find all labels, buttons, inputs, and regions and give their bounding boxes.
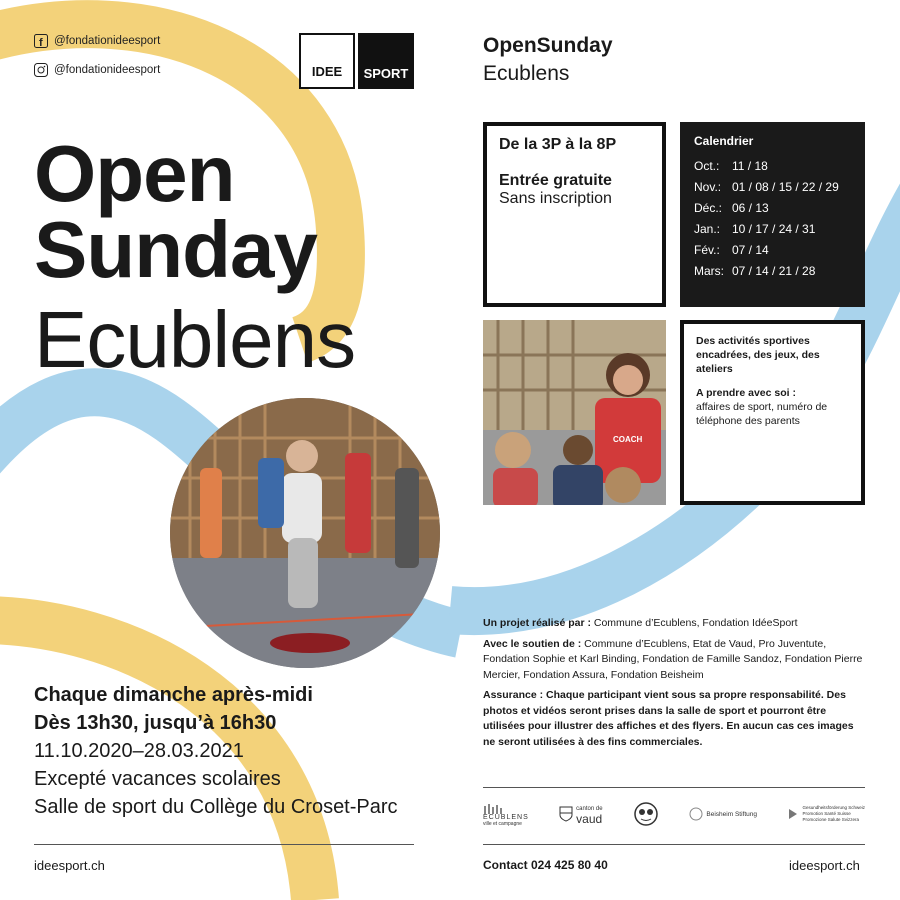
health-promotion-icon — [787, 807, 799, 821]
calendar-row — [694, 197, 851, 218]
contact-phone[interactable]: Contact 024 425 80 40 — [483, 858, 608, 872]
divider-footer-right — [483, 844, 865, 845]
calendar-heading: Calendrier — [694, 134, 754, 148]
credits-section — [483, 616, 865, 755]
schedule-dates: 11.10.2020–28.03.2021 — [34, 740, 244, 762]
title-ecublens: Ecublens — [34, 295, 356, 384]
support-text: Commune d’Ecublens, Etat de Vaud, Pro Juventute, Fondation Sophie et Karl Binding, Fondation de Famille Sandoz, Fondation Pierre Mercier, Fondation Assura, Fondation Beisheim — [483, 637, 863, 681]
instagram-icon — [34, 63, 48, 77]
support-label: Avec le soutien de : — [483, 637, 582, 650]
calendar-month: Jan.: — [694, 221, 721, 236]
insurance-text: Chaque participant vient sous sa propre responsabilité. Des photos et vidéos seront prises dans la salle de sport et pourront être utilisées pour illustrer des affiches et des flyers. En aucun cas ces images ne seront utilisées à des fins commerciales. — [483, 689, 854, 748]
ideesport-logo — [299, 33, 414, 89]
health-line-2: Promotion Santé Suisse — [802, 811, 851, 816]
vaud-name: vaud — [576, 812, 603, 826]
footer-website-right[interactable]: ideesport.ch — [789, 858, 860, 873]
calendar-row — [694, 260, 851, 281]
coach-photo — [483, 320, 666, 505]
bring-label: A prendre avec soi : — [696, 387, 796, 399]
free-entry: Entrée gratuite — [499, 172, 612, 189]
calendar-row — [694, 155, 851, 176]
pro-juventute-logo — [633, 801, 659, 827]
ecublens-emblem-icon — [483, 802, 505, 814]
schedule-hours: Dès 13h30, jusqu’à 16h30 — [34, 712, 277, 734]
support-credit — [483, 637, 865, 684]
project-text: Commune d’Ecublens, Fondation IdéeSport — [593, 617, 798, 629]
project-label: Un projet réalisé par : — [483, 617, 591, 629]
calendar-dates: 10 / 17 / 24 / 31 — [732, 221, 816, 236]
instagram-handle[interactable] — [34, 63, 160, 77]
calendar-dates: 07 / 14 / 21 / 28 — [732, 263, 816, 278]
svg-text:f: f — [39, 37, 43, 48]
coach-label: COACH — [613, 435, 643, 444]
calendar-row — [694, 218, 851, 239]
age-info-box — [483, 122, 666, 307]
calendar-month: Nov.: — [694, 179, 722, 194]
calendar-row — [694, 176, 851, 197]
schedule-exception: Excepté vacances scolaires — [34, 768, 281, 790]
partner-logos — [483, 796, 865, 832]
calendar-month: Oct.: — [694, 158, 720, 173]
right-title-ecublens: Ecublens — [483, 62, 570, 85]
no-registration: Sans inscription — [499, 190, 612, 207]
ecublens-logo — [483, 802, 529, 827]
health-line-1: Gesundheitsförderung Schweiz — [802, 805, 865, 810]
calendar-month: Mars: — [694, 263, 724, 278]
instagram-handle-text: @fondationideesport — [54, 64, 161, 76]
ecublens-name: ECUBLENS — [483, 813, 529, 821]
health-line-3: Promozione Salute Svizzera — [802, 817, 859, 822]
facebook-icon — [34, 34, 48, 48]
vaud-small: canton de — [576, 806, 603, 812]
schedule-location: Salle de sport du Collège du Croset-Parc — [34, 796, 398, 818]
activities-box — [680, 320, 865, 505]
facebook-handle-text: @fondationideesport — [54, 35, 161, 47]
right-title-opensunday: OpenSunday — [483, 34, 613, 57]
divider-credits — [483, 787, 865, 788]
calendar-row — [694, 239, 851, 260]
calendar-dates: 11 / 18 — [732, 158, 768, 173]
beisheim-circle-icon — [689, 807, 703, 821]
calendar-month: Fév.: — [694, 242, 720, 257]
calendar-dates: 06 / 13 — [732, 200, 769, 215]
schedule-day: Chaque dimanche après-midi — [34, 684, 313, 706]
insurance-label: Assurance : — [483, 689, 544, 701]
vaud-logo — [559, 804, 602, 824]
title-open: Open — [34, 129, 235, 218]
calendar-dates: 01 / 08 / 15 / 22 / 29 — [732, 179, 839, 194]
pro-juventute-emblem-icon — [633, 801, 659, 827]
age-range: De la 3P à la 8P — [499, 136, 617, 153]
activities-description: Des activités sportives encadrées, des jeux, des ateliers — [696, 335, 820, 375]
vaud-shield-icon — [559, 806, 573, 822]
beisheim-logo — [689, 807, 757, 821]
divider-left — [34, 844, 414, 845]
facebook-handle[interactable] — [34, 34, 160, 48]
logo-idee: IDEE — [299, 33, 355, 89]
calendar-month: Déc.: — [694, 200, 723, 215]
beisheim-name: Beisheim Stiftung — [706, 810, 757, 818]
health-promotion-logo — [787, 805, 865, 823]
ecublens-subtitle: ville et campagne — [483, 820, 522, 827]
title-sunday: Sunday — [34, 205, 317, 294]
gym-photo-circle — [170, 398, 440, 668]
logo-sport: SPORT — [358, 33, 414, 89]
calendar-dates: 07 / 14 — [732, 242, 769, 257]
insurance-note — [483, 688, 865, 750]
project-credit — [483, 616, 865, 632]
calendar-box — [680, 122, 865, 307]
footer-website-left[interactable]: ideesport.ch — [34, 858, 105, 873]
bring-items: affaires de sport, numéro de téléphone des parents — [696, 401, 828, 427]
